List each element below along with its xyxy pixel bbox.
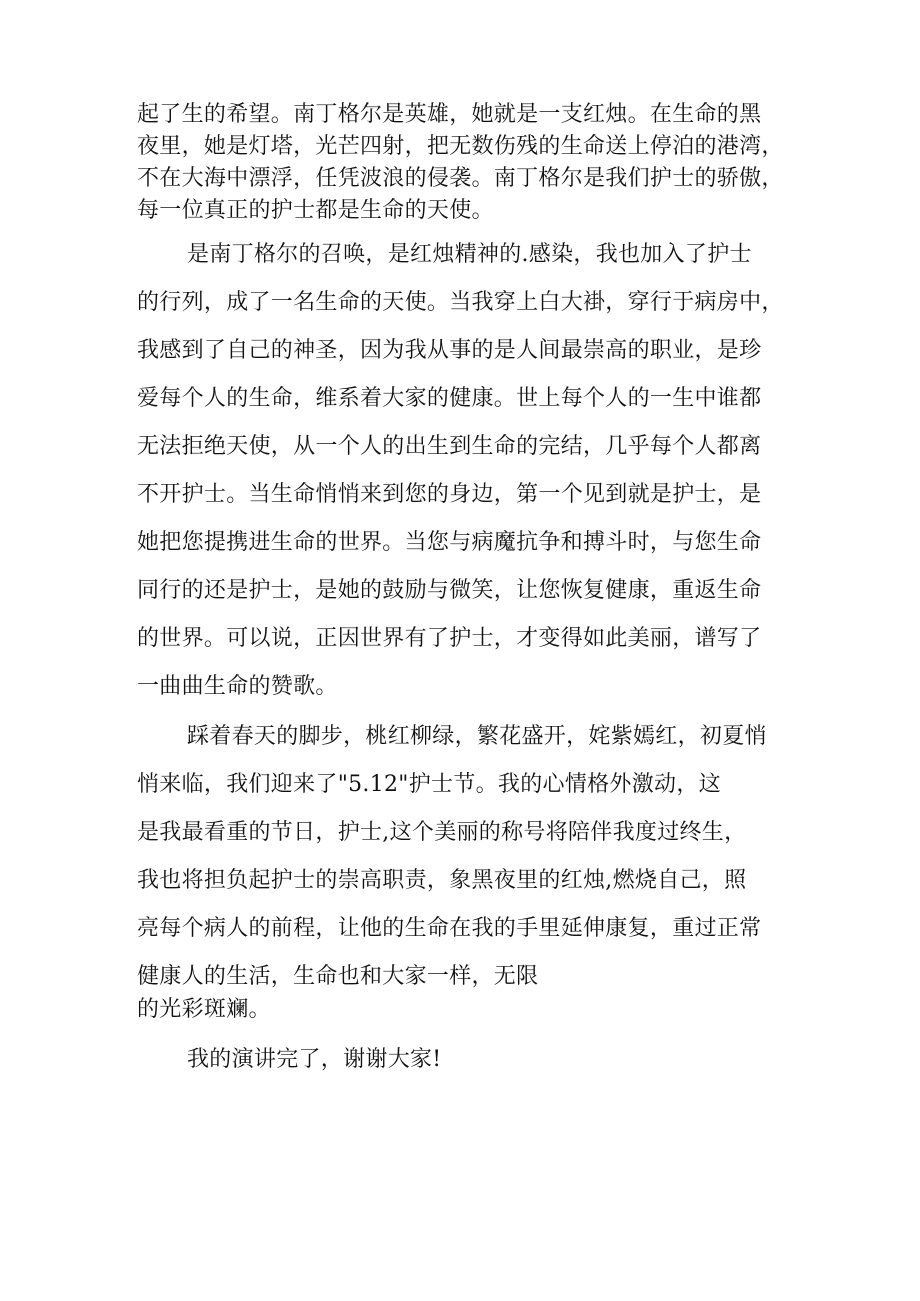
text-line: 悄来临，我们迎来了"5.12"护士节。我的心情格外激动，这: [137, 772, 721, 797]
text-line: 我也将担负起护士的崇高职责，象黑夜里的红烛,燃烧自己，照: [137, 868, 747, 893]
text-line: 是南丁格尔的召唤，是红烛精神的.感染，我也加入了护士: [187, 242, 752, 267]
text-line: 踩着春天的脚步，桃红柳绿，繁花盛开，姹紫嫣红，初夏悄: [187, 724, 767, 749]
text-line: 不开护士。当生命悄悄来到您的身边，第一个见到就是护士，是: [137, 482, 762, 507]
text-line: 亮每个病人的前程，让他的生命在我的手里延伸康复，重过正常: [137, 916, 762, 941]
text-line: 的世界。可以说，正因世界有了护士，才变得如此美丽，谱写了: [137, 626, 762, 651]
text-line: 的行列，成了一名生命的天使。当我穿上白大褂，穿行于病房中，: [137, 290, 784, 315]
text-line: 无法拒绝天使，从一个人的出生到生命的完结，几乎每个人都离: [137, 434, 762, 459]
text-line: 起了生的希望。南丁格尔是英雄，她就是一支红烛。在生命的黑: [137, 102, 762, 127]
text-line: 夜里，她是灯塔，光芒四射，把无数伤残的生命送上停泊的港湾，: [137, 134, 784, 159]
text-line: 一曲曲生命的赞歌。: [137, 674, 338, 699]
text-line: 健康人的生活，生命也和大家一样，无限: [137, 964, 539, 989]
text-line: 是我最看重的节日，护士,这个美丽的称号将陪伴我度过终生，: [137, 820, 747, 845]
text-line: 的光彩斑斓。: [137, 997, 271, 1022]
text-line: 不在大海中漂浮，任凭波浪的侵袭。南丁格尔是我们护士的骄傲，: [137, 166, 784, 191]
text-line: 爱每个人的生命，维系着大家的健康。世上每个人的一生中谁都: [137, 386, 762, 411]
text-line: 每一位真正的护士都是生命的天使。: [137, 198, 494, 223]
text-line: 我的演讲完了，谢谢大家!: [187, 1047, 442, 1072]
text-line: 同行的还是护士，是她的鼓励与微笑，让您恢复健康，重返生命: [137, 578, 762, 603]
text-line: 她把您提携进生命的世界。当您与病魔抗争和搏斗时，与您生命: [137, 530, 762, 555]
text-line: 我感到了自己的神圣，因为我从事的是人间最崇高的职业，是珍: [137, 338, 762, 363]
